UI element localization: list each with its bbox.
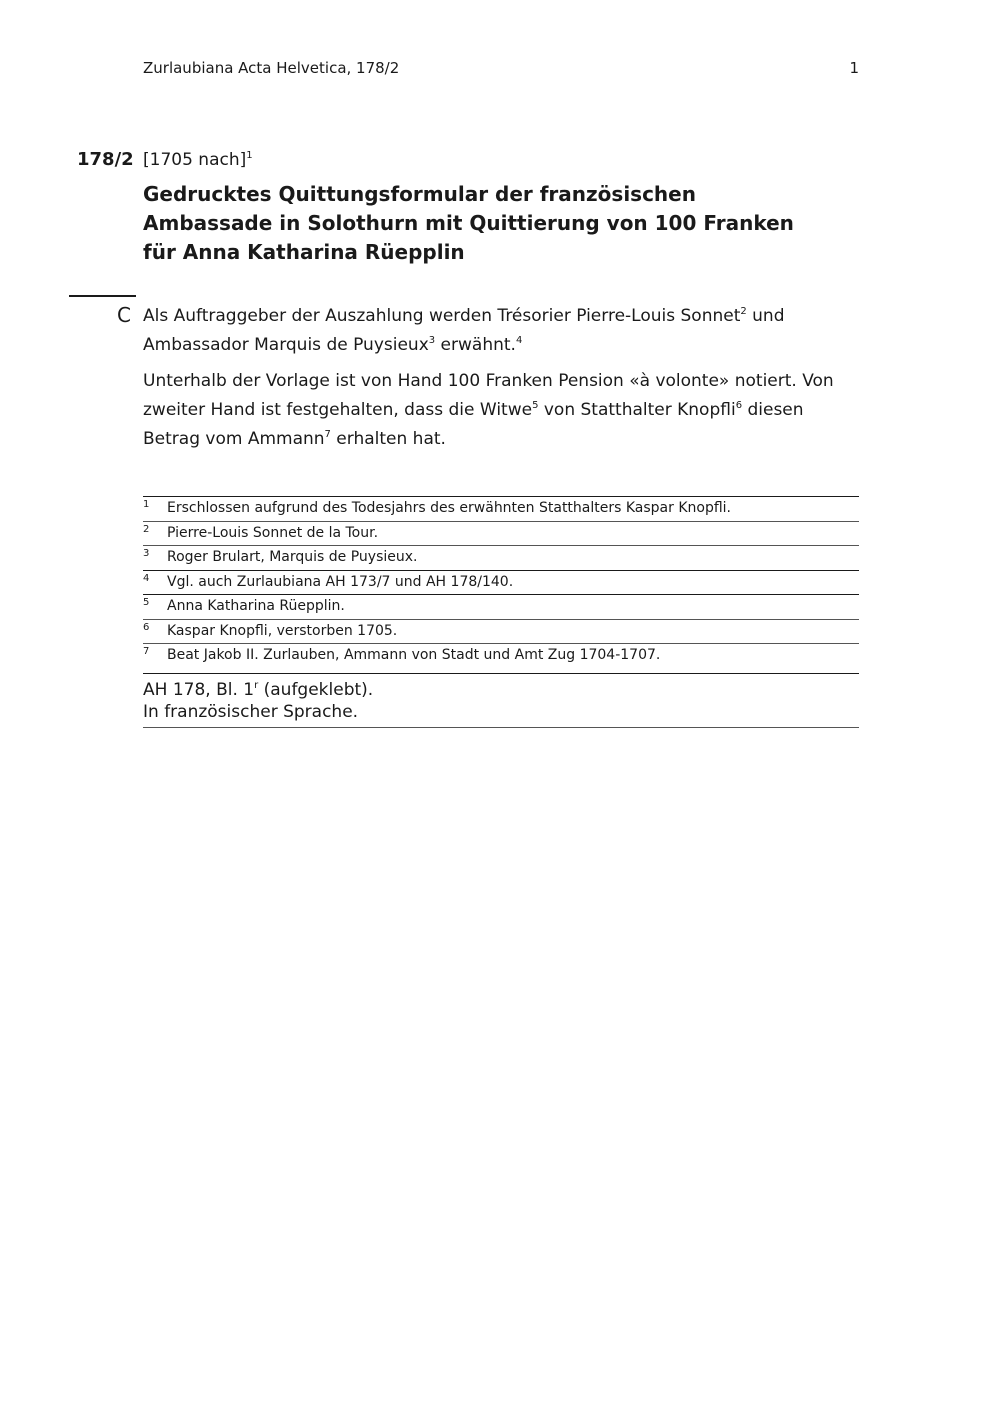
source-apparatus [143,673,859,728]
footnote-number: 2 [143,523,150,535]
footnote-text: Pierre-Louis Sonnet de la Tour. [167,524,379,541]
document-title: Gedrucktes Quittungsformular der französischen Ambassade in Solothurn mit Quittierung von 100 Franken für Anna Katharina Rüepplin [143,182,794,264]
footnotes [143,496,859,668]
regest-paragraph [143,367,859,454]
language-note: In französischer Sprache. [143,702,359,722]
footnote-ref[interactable]: 5 [532,400,539,411]
footnote-ref[interactable]: 7 [324,429,331,440]
page-number: 1 [849,59,859,77]
regest-paragraph [143,302,859,360]
regest-text: erwähnt. [435,335,516,355]
margin-rule [69,295,136,297]
regest-text: und Ambassador Marquis de Puysieux [143,306,785,355]
footnote-item [143,497,859,522]
signature-text: (aufgeklebt). [258,680,374,700]
regest-text: Unterhalb der Vorlage ist von Hand 100 Franken Pension «à volonte» notiert. Von zweiter Hand ist festgehalten, dass die Witwe [143,371,834,420]
footnote-text: Beat Jakob II. Zurlauben, Ammann von Stadt und Amt Zug 1704-1707. [167,647,661,663]
footnote-item [143,644,859,668]
footnote-item [143,522,859,547]
footnote-ref[interactable]: 3 [428,335,436,346]
footnote-number: 1 [143,499,150,510]
footnote-text: Erschlossen aufgrund des Todesjahrs des erwähnten Statthalters Kaspar Knopfli. [167,500,732,516]
regest-text: diesen Betrag vom Ammann [143,400,804,449]
document-date [143,148,253,172]
footnote-ref[interactable]: 6 [735,400,743,411]
footnote-item [143,595,859,620]
footnote-ref[interactable]: 1 [246,150,253,161]
regest-text: erhalten hat. [330,429,446,449]
regest-text: von Statthalter Knopfli [538,400,736,420]
footnote-number: 6 [143,621,150,633]
document-number: 178/2 [77,149,134,170]
archive-signature [143,679,859,701]
source-type-letter: C [117,303,131,327]
footnote-item [143,620,859,645]
regest [143,302,859,461]
footnote-item [143,546,859,571]
footnote-item [143,571,859,596]
running-title: Zurlaubiana Acta Helvetica, 178/2 [143,59,400,77]
regest-text: Als Auftraggeber der Auszahlung werden Trésorier Pierre-Louis Sonnet [143,306,741,326]
footnote-number: 7 [143,646,150,657]
footnote-number: 3 [143,548,150,559]
footnote-text: Kaspar Knopfli, verstorben 1705. [167,622,398,639]
footnote-ref[interactable]: 4 [515,335,523,346]
footnote-number: 5 [143,597,150,608]
footnote-text: Anna Katharina Rüepplin. [167,598,345,614]
signature-text: AH 178, Bl. 1 [143,680,255,700]
date-text: [1705 nach] [143,150,247,170]
footnote-number: 4 [143,572,150,584]
recto-mark: r [254,680,259,691]
footnote-ref[interactable]: 2 [740,306,747,317]
footnote-text: Vgl. auch Zurlaubiana AH 173/7 und AH 178/140. [167,573,514,590]
footnote-text: Roger Brulart, Marquis de Puysieux. [167,549,418,565]
